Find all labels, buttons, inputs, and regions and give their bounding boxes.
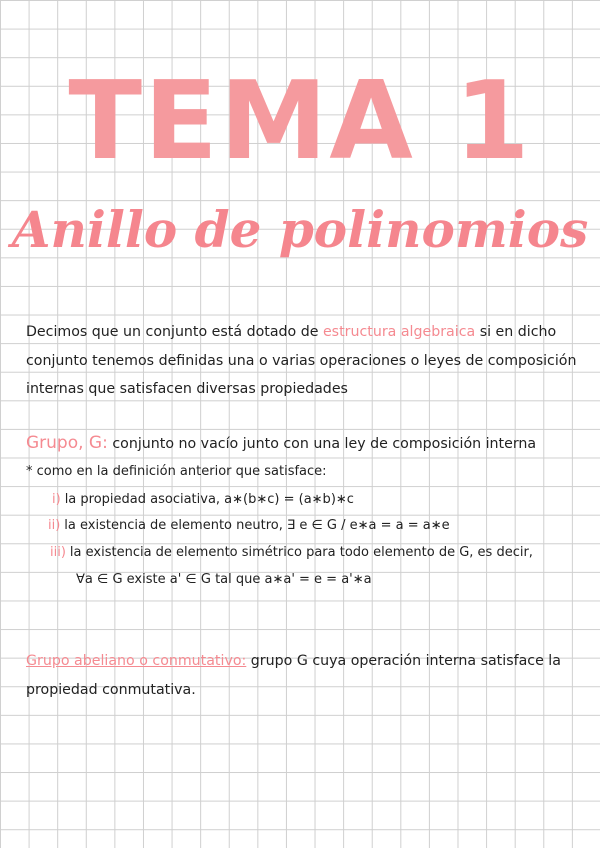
- grupo-item-1: [52, 486, 354, 515]
- intro-text-pre: Decimos que un conjunto está dotado de: [26, 324, 323, 340]
- grupo-item-3-num: iii): [50, 545, 66, 560]
- grupo-item-2-text: la existencia de elemento neutro, ∃ e ∈ G / e∗a = a = a∗e: [64, 518, 450, 533]
- grupo-item-2-num: ii): [48, 518, 61, 533]
- intro-highlight: estructura algebraica: [322, 324, 476, 340]
- abeliano-definition-text: grupo G cuya operación interna satisface la propiedad conmutativa.: [26, 653, 561, 698]
- grupo-item-1-text: la propiedad asociativa, a∗(b∗c) = (a∗b)∗c: [64, 492, 354, 507]
- grupo-definition: [26, 429, 586, 459]
- intro-text-post: si en dicho conjunto tenemos definidas una o varias operaciones o leyes de composición internas que satisfacen diversas propiedades: [26, 324, 577, 398]
- page-subtitle: Anillo de polinomios: [11, 200, 589, 259]
- abeliano-definition: [26, 647, 586, 704]
- grupo-item-3: [50, 539, 533, 568]
- grupo-item-2: [48, 512, 450, 541]
- grupo-line2: * como en la definición anterior que satisface:: [26, 464, 327, 479]
- page-title: TEMA 1: [68, 59, 532, 184]
- grupo-term: Grupo, G:: [26, 433, 108, 453]
- grupo-definition-text: conjunto no vacío junto con una ley de composición interna: [107, 436, 537, 452]
- abeliano-term: Grupo abeliano o conmutativo:: [26, 653, 247, 669]
- grupo-item-3-text: la existencia de elemento simétrico para todo elemento de G, es decir,: [69, 545, 533, 560]
- grupo-item-1-num: i): [52, 492, 61, 507]
- intro-paragraph: [26, 318, 586, 404]
- grupo-item-3-continuation: ∀a ∈ G existe a' ∈ G tal que a∗a' = e = a'∗a: [76, 572, 372, 587]
